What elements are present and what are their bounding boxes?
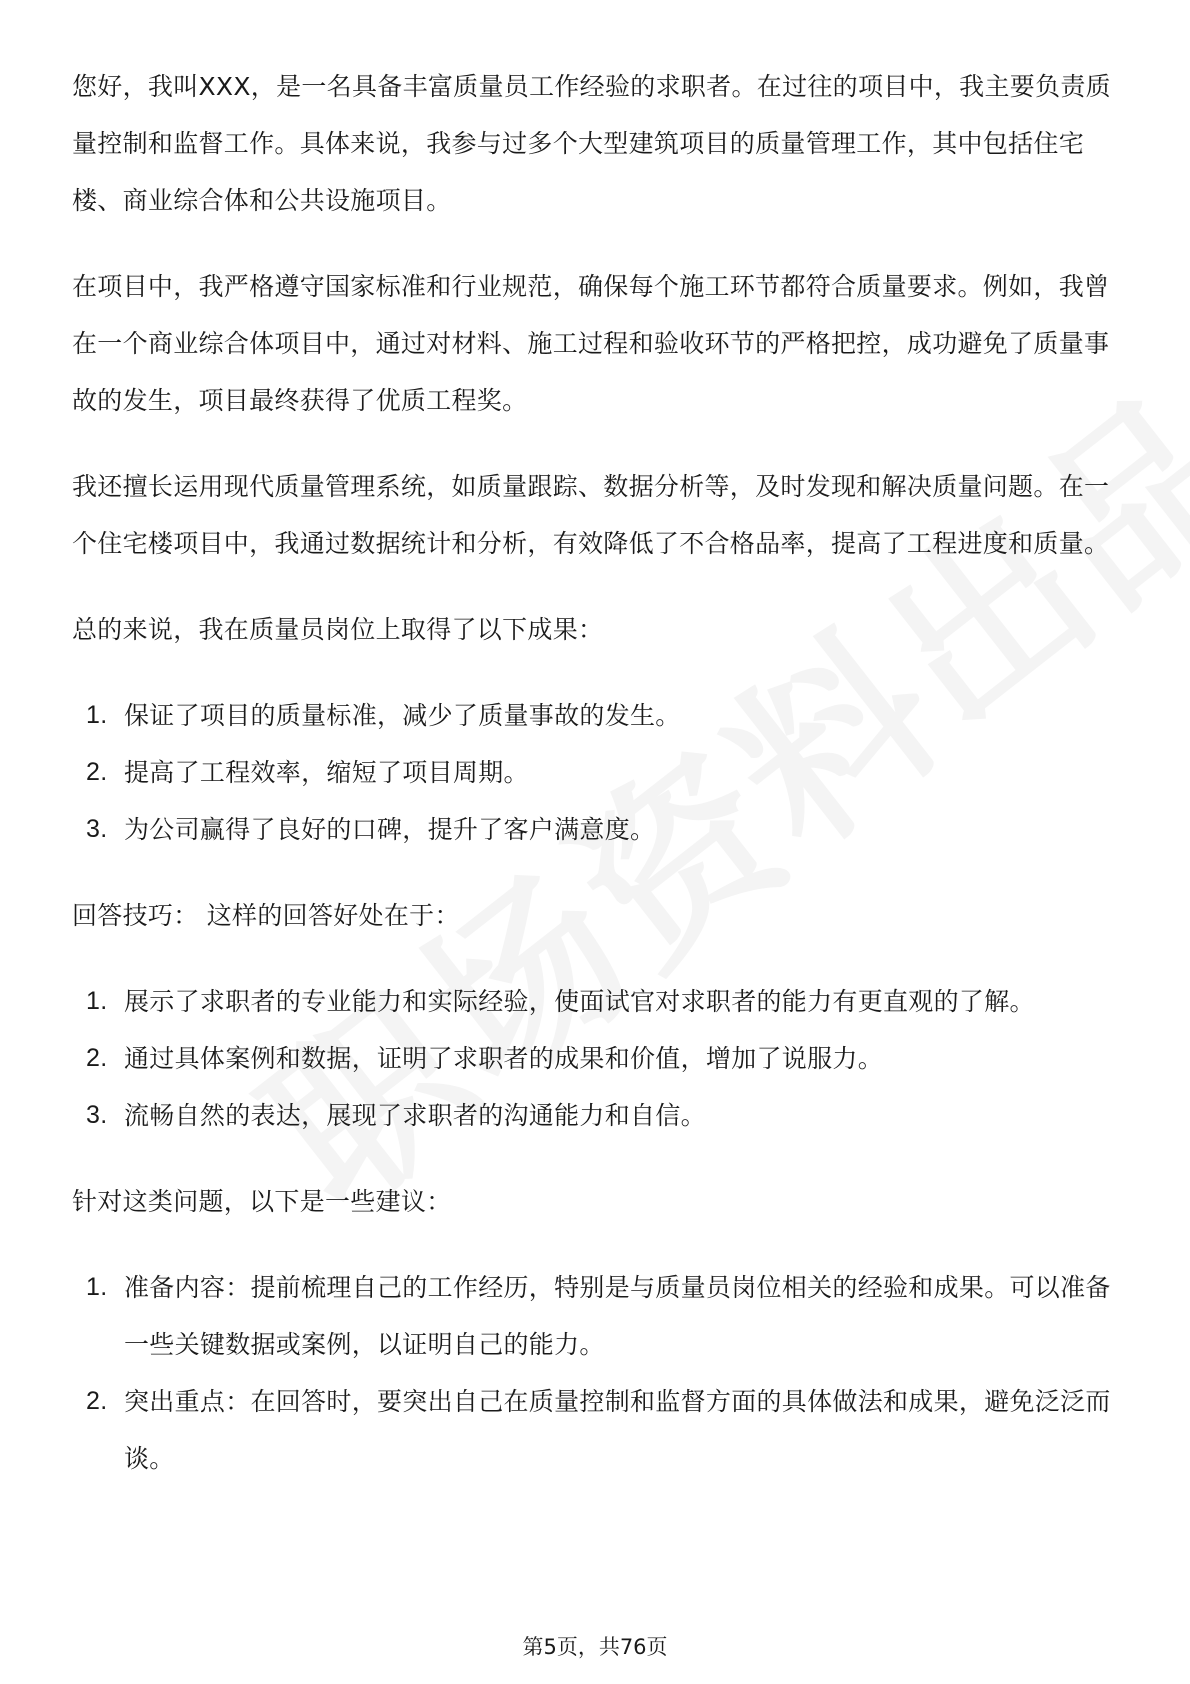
list-number: 2. xyxy=(86,758,108,786)
list-item-text: 准备内容：提前梳理自己的工作经历，特别是与质量员岗位相关的经验和成果。可以准备一些关键数据或案例，以证明自己的能力。 xyxy=(124,1273,1111,1359)
tips-list xyxy=(72,973,1118,1144)
page-content xyxy=(72,58,1118,1516)
list-item xyxy=(72,801,1118,858)
list-item xyxy=(72,1087,1118,1144)
list-number: 1. xyxy=(86,1273,108,1301)
list-item xyxy=(72,973,1118,1030)
list-item-text: 流畅自然的表达，展现了求职者的沟通能力和自信。 xyxy=(124,1101,706,1130)
list-item-text: 提高了工程效率，缩短了项目周期。 xyxy=(124,758,529,787)
list-number: 2. xyxy=(86,1044,108,1072)
list-item-text: 保证了项目的质量标准，减少了质量事故的发生。 xyxy=(124,701,681,730)
list-number: 1. xyxy=(86,987,108,1015)
list-item xyxy=(72,1030,1118,1087)
intro-paragraph: 您好，我叫XXX，是一名具备丰富质量员工作经验的求职者。在过往的项目中，我主要负责质量控制和监督工作。具体来说，我参与过多个大型建筑项目的质量管理工作，其中包括住宅楼、商业综合体和公共设施项目。 xyxy=(72,72,1111,215)
list-item xyxy=(72,744,1118,801)
list-item-text: 通过具体案例和数据，证明了求职者的成果和价值，增加了说服力。 xyxy=(124,1044,884,1073)
project-paragraph: 在项目中，我严格遵守国家标准和行业规范，确保每个施工环节都符合质量要求。例如，我曾在一个商业综合体项目中，通过对材料、施工过程和验收环节的严格把控，成功避免了质量事故的发生，项目最终获得了优质工程奖。 xyxy=(72,272,1110,415)
advice-heading: 针对这类问题，以下是一些建议： xyxy=(72,1187,452,1216)
list-number: 1. xyxy=(86,701,108,729)
list-item xyxy=(72,1373,1118,1487)
list-item xyxy=(72,1259,1118,1373)
list-item-text: 展示了求职者的专业能力和实际经验，使面试官对求职者的能力有更直观的了解。 xyxy=(124,987,1035,1016)
list-item-text: 为公司赢得了良好的口碑，提升了客户满意度。 xyxy=(124,815,656,844)
list-number: 3. xyxy=(86,1101,108,1129)
achievements-list xyxy=(72,687,1118,858)
list-number: 3. xyxy=(86,815,108,843)
list-number: 2. xyxy=(86,1387,108,1415)
tips-heading: 回答技巧： 这样的回答好处在于： xyxy=(72,901,460,930)
list-item-text: 突出重点：在回答时，要突出自己在质量控制和监督方面的具体做法和成果，避免泛泛而谈。 xyxy=(124,1387,1111,1473)
advice-list xyxy=(72,1259,1118,1487)
system-paragraph: 我还擅长运用现代质量管理系统，如质量跟踪、数据分析等，及时发现和解决质量问题。在一个住宅楼项目中，我通过数据统计和分析，有效降低了不合格品率，提高了工程进度和质量。 xyxy=(72,472,1110,558)
list-item xyxy=(72,687,1118,744)
page-number-footer: 第5页，共76页 xyxy=(522,1635,668,1659)
summary-paragraph: 总的来说，我在质量员岗位上取得了以下成果： xyxy=(72,615,604,644)
